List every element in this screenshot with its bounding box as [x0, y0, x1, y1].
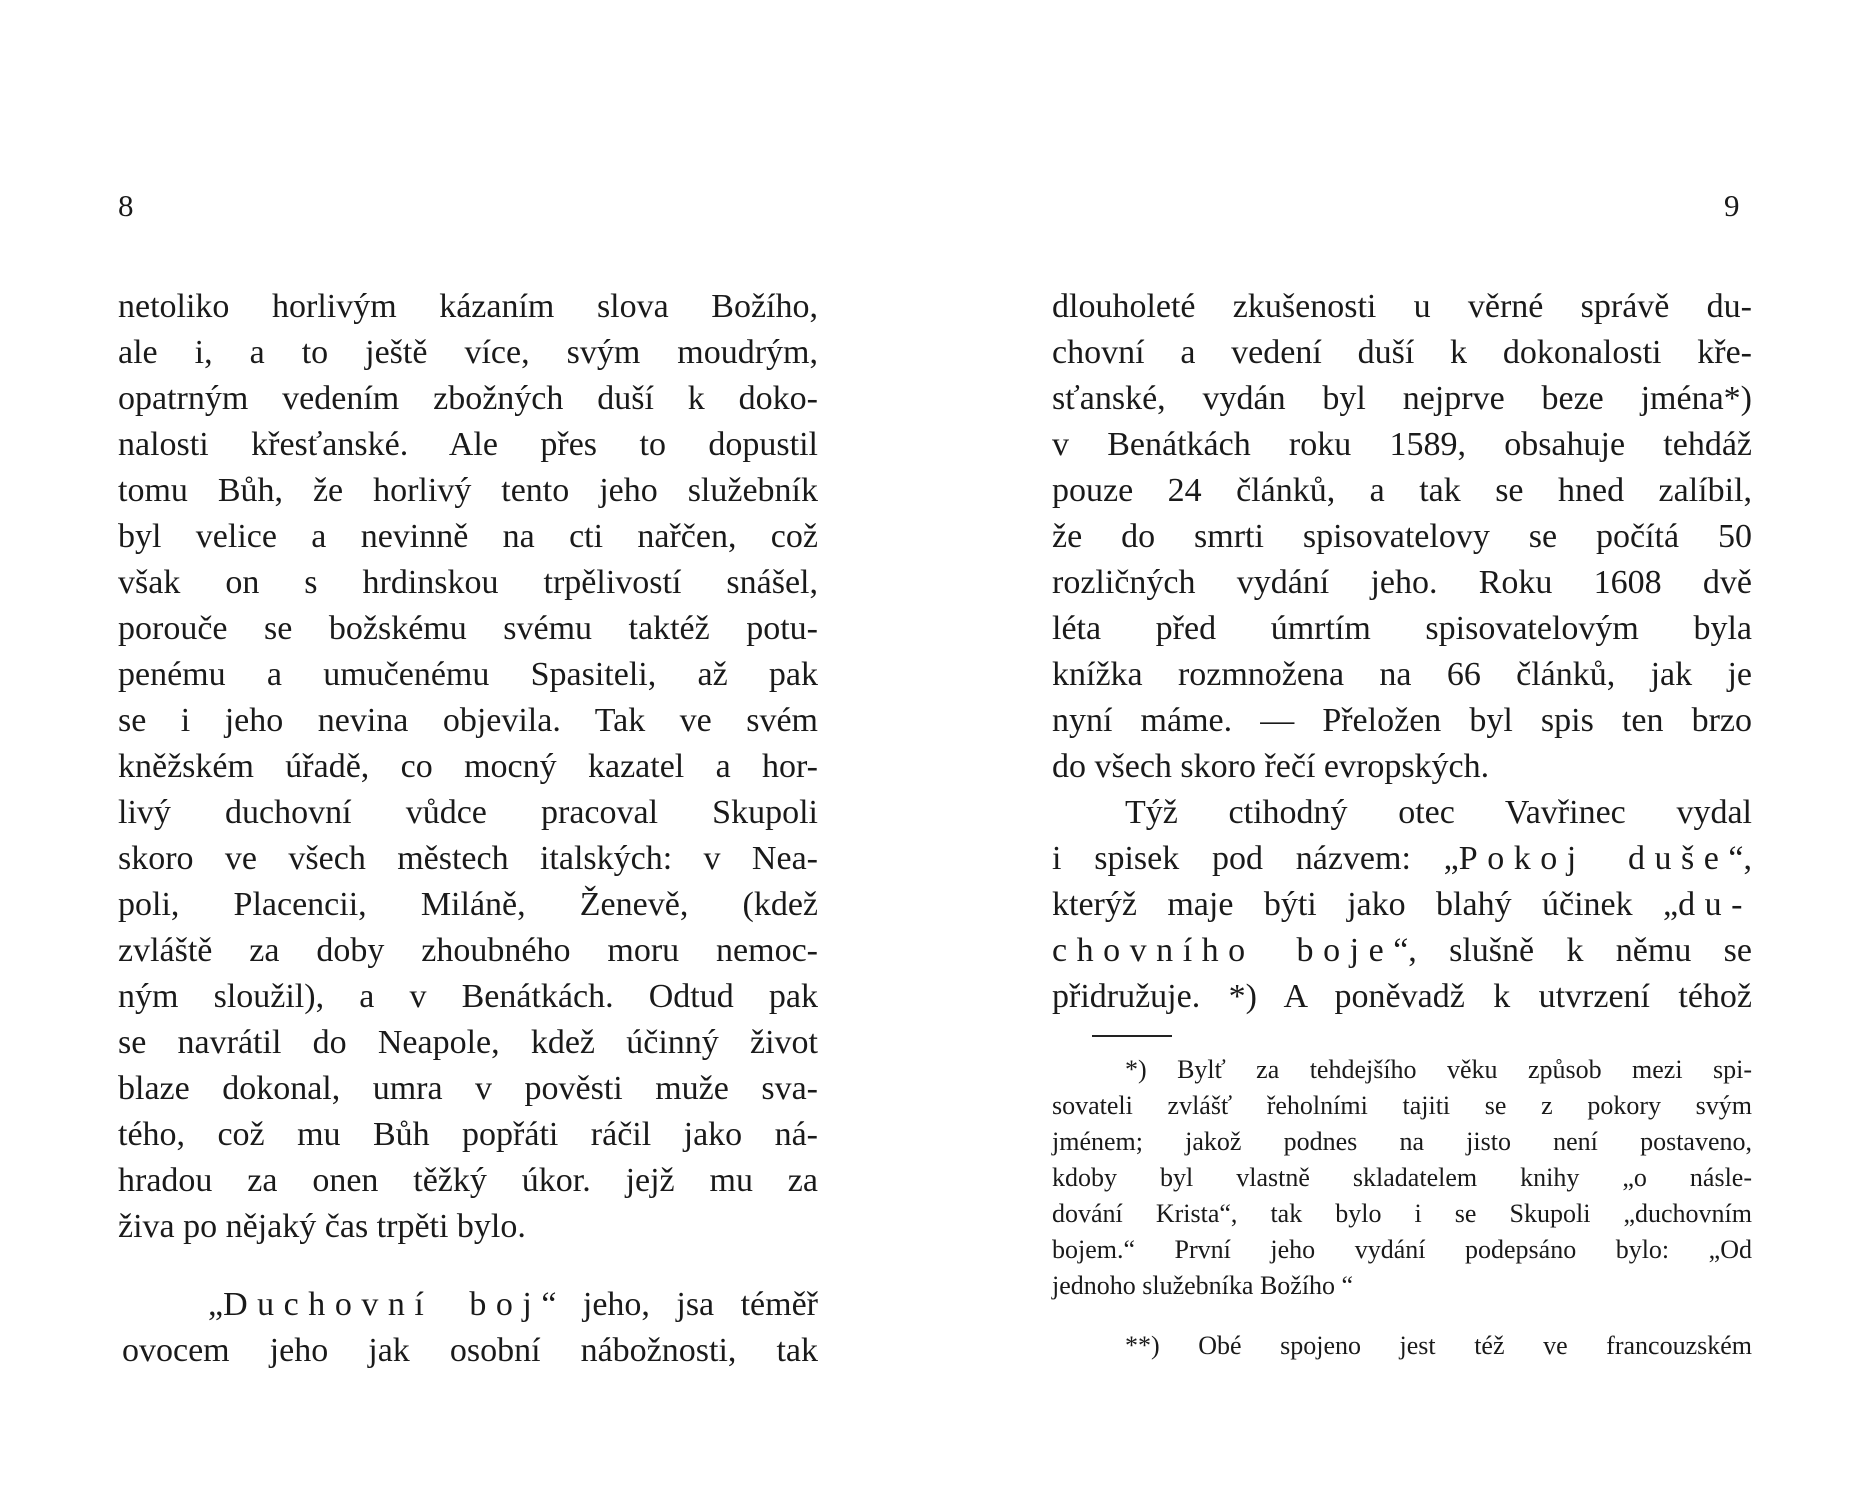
text-line: se i jeho nevina objevila. Tak ve svém [118, 702, 818, 739]
paragraph-line [208, 1282, 818, 1328]
quote-open: „ [208, 1286, 224, 1323]
text-line: penému a umučenému Spasiteli, až pak [118, 656, 818, 693]
text-line: ným sloužil), a v Benátkách. Odtud pak [118, 978, 818, 1015]
line-part: i spisek pod názvem: „ [1052, 840, 1459, 877]
paragraph-rest: jeho, jsa téměř [556, 1286, 818, 1323]
text-line: livý duchovní vůdce pracoval Skupoli [118, 794, 818, 831]
book-title-spaced: du- [1678, 886, 1752, 923]
text-line: však on s hrdinskou trpělivostí snášel, [118, 564, 818, 601]
text-line: že do smrti spisovatelovy se počítá 50 [1052, 518, 1752, 555]
text-line: živa po nějaký čas trpěti bylo. [118, 1208, 526, 1245]
footnote-line: *) Bylť za tehdejšího věku způsob mezi spi- [1125, 1055, 1752, 1084]
text-line: pouze 24 článků, a tak se hned zalíbil, [1052, 472, 1752, 509]
text-line: v Benátkách roku 1589, obsahuje tehdáž [1052, 426, 1752, 463]
text-line: se navrátil do Neapole, kdež účinný život [118, 1024, 818, 1061]
footnote-line: **) Obé spojeno jest též ve francouzském [1125, 1331, 1752, 1360]
text-line: byl velice a nevinně na cti nařčen, což [118, 518, 818, 555]
paragraph-line [1052, 836, 1752, 882]
text-line: poli, Placencii, Miláně, Ženevě, (kdež [118, 886, 818, 923]
right-page [927, 0, 1854, 1500]
footnote-line: jednoho služebníka Božího “ [1052, 1271, 1354, 1300]
text-line: Týž ctihodný otec Vavřinec vydal [1125, 794, 1752, 831]
footnote-line: sovateli zvlášť řeholními tajiti se z pokory svým [1052, 1091, 1752, 1120]
text-line: do všech skoro řečí evropských. [1052, 748, 1490, 785]
text-line: nalosti křesťanské. Ale přes to dopustil [118, 426, 818, 463]
footnote-divider [1092, 1035, 1172, 1037]
text-line: skoro ve všech městech italských: v Nea- [118, 840, 818, 877]
text-line: opatrným vedením zbožných duší k doko- [118, 380, 818, 417]
text-line: ovocem jeho jak osobní nábožnosti, tak [122, 1332, 818, 1369]
footnote-line: kdoby byl vlastně skladatelem knihy „o násle- [1052, 1163, 1752, 1192]
line-part: kterýž maje býti jako blahý účinek „ [1052, 886, 1679, 923]
line-part: “, [1728, 840, 1752, 877]
text-line: kněžském úřadě, co mocný kazatel a hor- [118, 748, 818, 785]
text-line: ale i, a to ještě více, svým moudrým, [118, 334, 818, 371]
text-line: hradou za onen těžký úkor. jejž mu za [118, 1162, 818, 1199]
text-line: přidružuje. *) A poněvadž k utvrzení téhož [1052, 978, 1752, 1015]
text-line: dlouholeté zkušenosti u věrné správě du- [1052, 288, 1752, 325]
paragraph-line [1052, 882, 1752, 928]
text-line: rozličných vydání jeho. Roku 1608 dvě [1052, 564, 1752, 601]
text-line: zvláště za doby zhoubného moru nemoc- [118, 932, 818, 969]
page-number: 8 [118, 188, 134, 223]
text-line: knížka rozmnožena na 66 článků, jak je [1052, 656, 1752, 693]
book-title-spaced: Duchovní boj [223, 1286, 542, 1323]
text-line: tého, což mu Bůh popřáti ráčil jako ná- [118, 1116, 818, 1153]
line-part: “, slušně k němu se [1393, 932, 1753, 969]
page-number: 9 [1724, 188, 1740, 223]
footnote-line: jménem; jakož podnes na jisto není postaveno, [1052, 1127, 1752, 1156]
quote-close: “ [541, 1286, 557, 1323]
text-line: netoliko horlivým kázaním slova Božího, [118, 288, 818, 325]
text-line: porouče se božskému svému taktéž potu- [118, 610, 818, 647]
footnote-line: dování Krista“, tak bylo i se Skupoli „duchovním [1052, 1199, 1752, 1228]
book-title-spaced: Pokoj duše [1458, 840, 1729, 877]
paragraph-line [1052, 928, 1752, 974]
text-line: léta před úmrtím spisovatelovým byla [1052, 610, 1752, 647]
text-line: chovní a vedení duší k dokonalosti kře- [1052, 334, 1752, 371]
text-line: sťanské, vydán byl nejprve beze jména*) [1052, 380, 1752, 417]
footnote-line: bojem.“ První jeho vydání podepsáno bylo: „Od [1052, 1235, 1752, 1264]
text-line: tomu Bůh, že horlivý tento jeho služebník [118, 472, 818, 509]
book-title-spaced: chovního boje [1052, 932, 1394, 969]
text-line: blaze dokonal, umra v pověsti muže sva- [118, 1070, 818, 1107]
text-line: nyní máme. — Přeložen byl spis ten brzo [1052, 702, 1752, 739]
